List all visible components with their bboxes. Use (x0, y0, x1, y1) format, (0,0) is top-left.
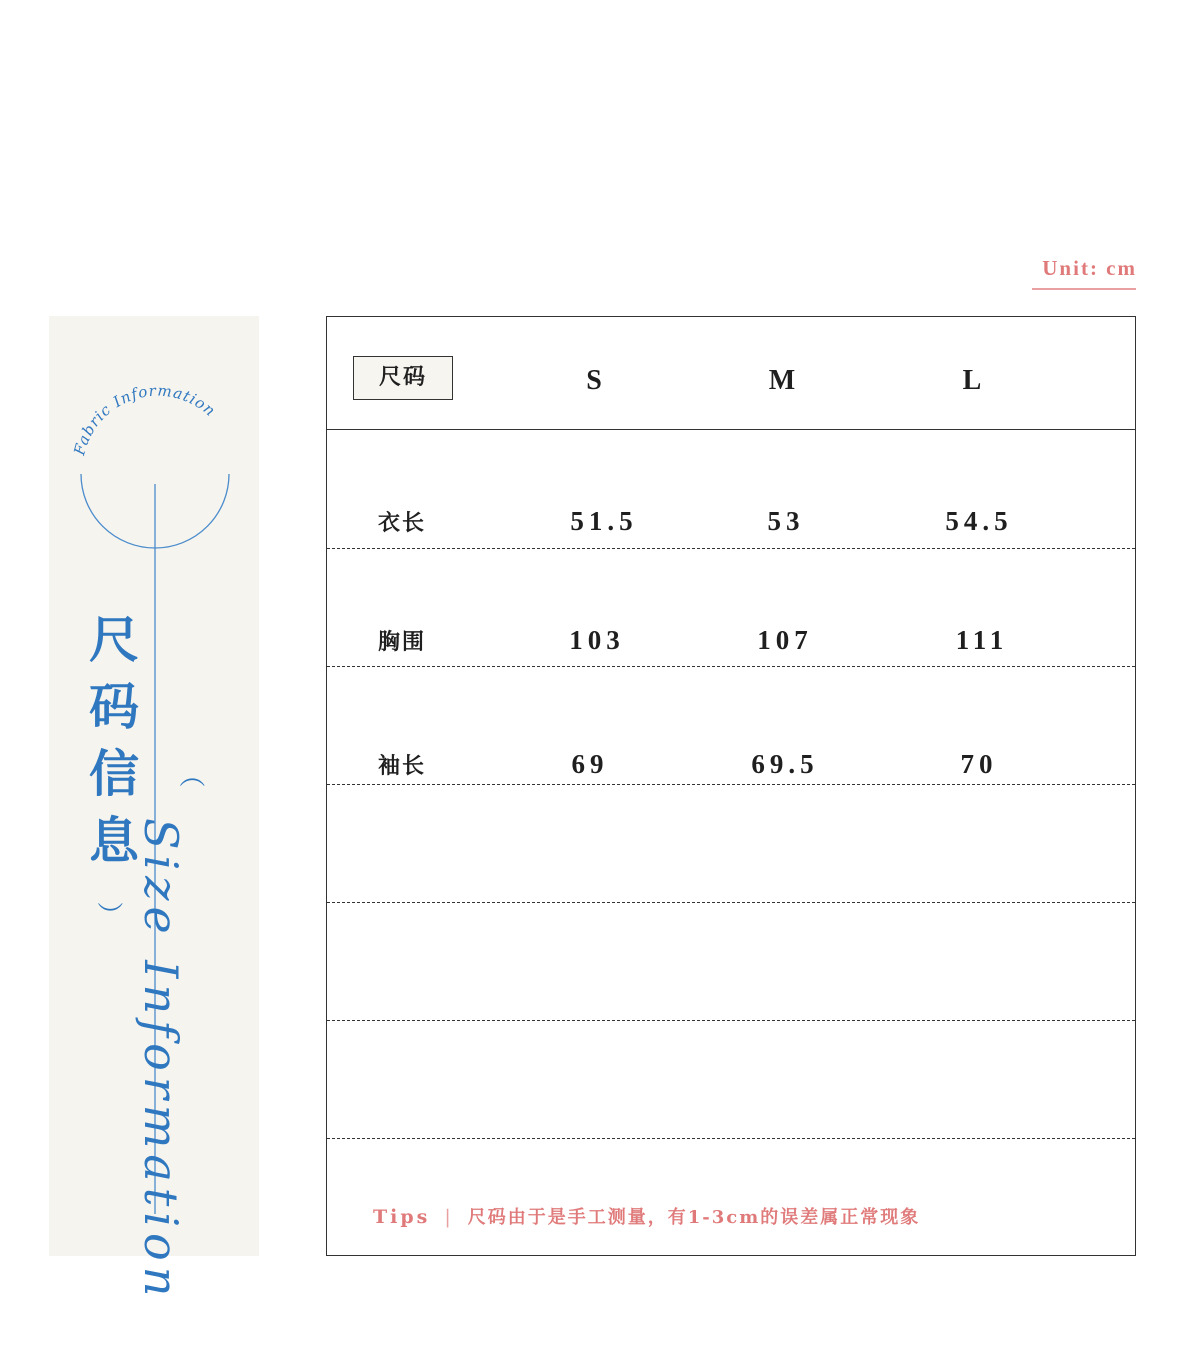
header-divider (327, 429, 1135, 430)
table-cell: 54.5 (945, 506, 1013, 536)
table-cell: 51.5 (570, 506, 638, 536)
column-header-s: S (586, 365, 602, 396)
unit-underline (1032, 288, 1136, 290)
row-divider (327, 784, 1135, 785)
column-header-m: M (768, 365, 796, 396)
tips-separator: | (444, 1206, 454, 1228)
row-divider (327, 1138, 1135, 1139)
size-information-vertical-text: Size Information (134, 818, 188, 1303)
table-cell: 53 (767, 506, 805, 536)
table-cell: 111 (955, 625, 1009, 655)
title-char: 尺 (89, 610, 139, 669)
table-cell: 107 (757, 625, 813, 655)
table-cell: 69 (571, 749, 609, 779)
row-divider (327, 666, 1135, 667)
title-char: 码 (89, 677, 139, 736)
table-cell: 69.5 (751, 749, 819, 779)
title-char: 息 (89, 811, 139, 870)
unit-label: Unit: cm (1042, 256, 1137, 280)
row-label: 胸围 (378, 630, 427, 655)
row-label: 袖长 (378, 754, 427, 779)
size-header-tag: 尺码 (353, 356, 453, 400)
size-table (326, 316, 1136, 1256)
svg-text:Fabric Information (70, 381, 219, 458)
row-divider (327, 902, 1135, 903)
column-header-l: L (962, 365, 982, 396)
paren-open: （ (175, 761, 206, 788)
row-label: 衣长 (378, 511, 427, 536)
row-divider (327, 548, 1135, 549)
tips-label: Tips (373, 1206, 431, 1228)
arc-text: Fabric Information (70, 381, 220, 458)
paren-close: ） (93, 901, 124, 928)
table-cell: 103 (569, 625, 625, 655)
tips-note (373, 1203, 920, 1229)
title-char: 信 (89, 744, 139, 803)
row-divider (327, 1020, 1135, 1021)
table-cell: 70 (960, 749, 998, 779)
tips-text: 尺码由于是手工测量，有1-3cm的误差属正常现象 (467, 1207, 921, 1228)
